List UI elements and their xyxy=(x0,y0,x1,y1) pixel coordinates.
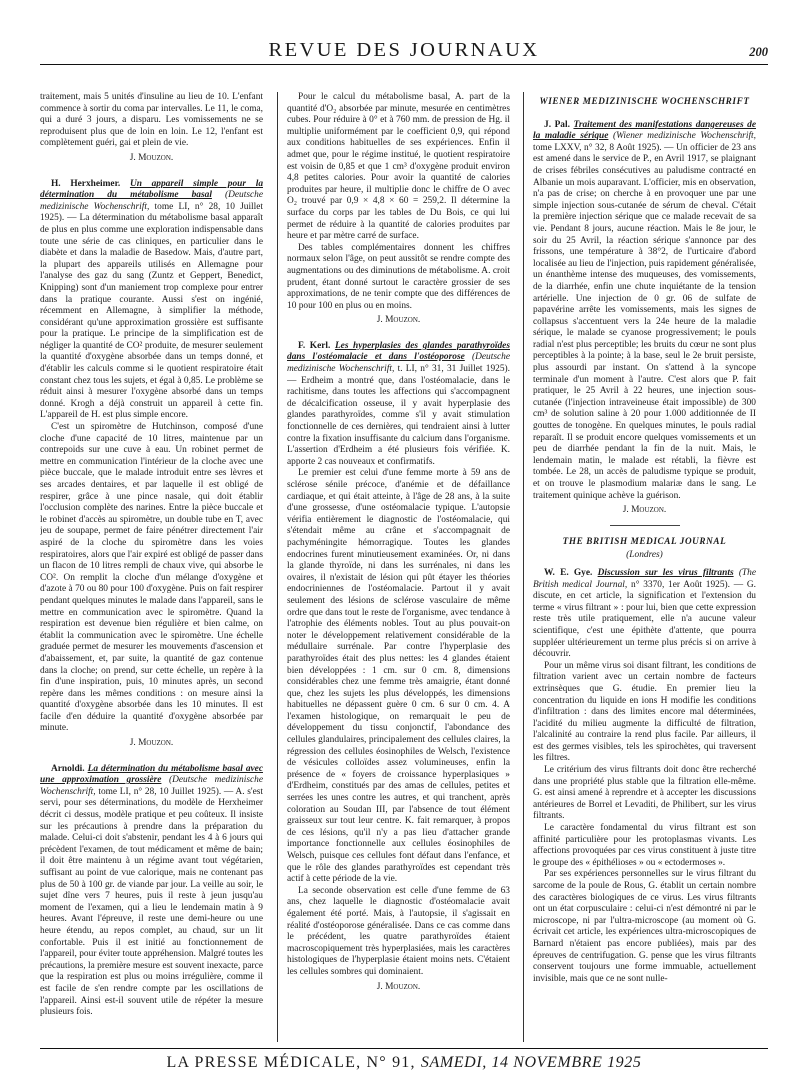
article-citation: (Deutsche medizinische Wochenschrift, xyxy=(40,775,263,797)
article-signature: J. Mouzon. xyxy=(129,738,174,749)
article-author: Arnoldi. xyxy=(51,763,85,774)
page-header xyxy=(40,40,768,65)
article-text: n° 3370, 1er Août 1925). — G. discute, en cet article, la signification et l'extension du terme « virus filtrant » : pour lui, bien que cette expression reste très utile pratiquement, elle n'a aucune valeur scientifique, c'est une épithète d'attente, que pourra suppléer ultérieurement un terme plus précis si on arrive à découvrir. xyxy=(533,579,756,660)
article-signature: J. Mouzon. xyxy=(622,505,667,516)
footer-journal: LA PRESSE MÉDICALE, N° 91, xyxy=(166,1054,416,1071)
article-text: tome LI, n° 28, 10 Juillet 1925). — A. s'est servi, pour ses déterminations, du modèle de Herxheimer décrit ci dessus, modèle pratique et peu coûteux. Il insiste sur les précautions à prendre dans la préparation du malade. Celui-ci doit s'abstenir, pendant les 4 à 6 jours qui précèdent l'examen, de tout médicament et même de bain; il doit être maintenu à un régime avant tout végétarien, suffisant au point de vue calorique, mais ne contenant pas plus de 50 à 100 gr. de viande par jour. La veille au soir, le sujet dîne vers 7 heures, puis il reste à jeun jusqu'au moment de l'examen, qui a lieu le lendemain matin à 9 heures. Avant l'épreuve, il reste une demi-heure ou une heure étendu, au repos complet, au chaud, sur un lit confortable. Puis il est initié au fonctionnement de l'appareil, pour éviter toute appréhension. Malgré toutes les précautions, la première mesure est souvent inexacte, parce que la respiration est plus ou moins irrégulière, comme il est facile de s'en rendre compte par les oscillations de l'appareil. Ainsi est-il souvent utile de répéter la mesure plusieurs fois. xyxy=(40,786,263,1018)
article-signature: J. Mouzon. xyxy=(376,315,421,326)
column-left xyxy=(40,92,263,1042)
paragraph: Pour le calcul du métabolisme basal, A. part de la quantité d'O₂ absorbée par minute, mesurée en centimètres cubes. Pour réduire à 0° et à 760 mm. de pression de Hg. il multiplie uniformément par le coefficient 0,9, qui répond aux conditions habituelles de ses expériences. Enfin il admet que, pour le régime institué, le quotient respiratoire est voisin de 0,85 et que 1 cm³ d'oxygène produit environ 4,8 petites calories. Pour avoir la quantité de calories produites par heure, il multiplie donc le chiffre de O avec O₂ trouvé par 0,9 × 4,8 × 60 = 259,2. Il détermine la surface du corps par les tables de Du Bois, ce qui lui permet de réduire à la quantité de calories produites par heure et par mètre carré de surface. xyxy=(287,92,510,242)
article-intro xyxy=(533,568,756,661)
column-right xyxy=(533,92,756,1042)
article-citation: (The British medical Journal, xyxy=(533,567,756,590)
column-divider xyxy=(277,92,278,1042)
page-footer xyxy=(40,1048,768,1073)
page-number: 200 xyxy=(749,45,768,59)
section-divider xyxy=(610,525,680,526)
paragraph: Le critérium des virus filtrants doit donc être recherché dans une propriété plus stable que la filtration elle-même. G. est ainsi amené à reprendre et à accepter les discussions antérieures de Borrel et Levaditi, de Philibert, sur les virus filtrants. xyxy=(533,765,756,822)
article-text: tome LI, n° 28, 10 Juillet 1925). — La détermination du métabolisme basal apparaît de plus en plus comme une exploration indispensable dans toute une série de cas cliniques, en particulier dans le diabète et dans la maladie de Basedow. Mais, d'autre part, la plupart des appareils utilisés en Allemagne pour l'analyse des gaz du sang (Zuntz et Geppert, Benedict, Knipping) sont d'un maniement trop complexe pour entrer dans la pratique courante. Aussi s'est on ingénié, récemment en Allemagne, à simplifier la méthode, considérant qu'une approximation grossière est suffisante pour la pratique. Le principe de la simplification est de négliger la quantité de CO² produite, de mesurer seulement la quantité d'oxygène absorbée dans un temps donné, et d'établir les calculs comme si le quotient respiratoire était constant chez tous les sujets, et égal à 0,85. Le problème se réduit ainsi à mesurer l'oxygène absorbé dans un temps donné. Krogh a déjà construit un appareil à cette fin. L'appareil de H. est plus simple encore. xyxy=(40,201,263,421)
column-middle xyxy=(287,92,510,1042)
article-citation: (Deutsche medizinische Wochenschrift, xyxy=(287,352,510,375)
article-text: t. LI, n° 31, 31 Juillet 1925). — Erdheim a montré que, dans l'ostéomalacie, dans le rachitisme, dans toutes les affections qui s'accompagnent de décalcification osseuse, il y avait hyperplasie des glandes parathyroïdes, comme s'il y avait stimulation fonctionnelle de ces dernières, qui tendraient ainsi à lutter contre la fixation insuffisante du calcium dans l'organisme. L'assertion d'Erdheim a été plusieurs fois vérifiée. K. apporte 2 cas nouveaux et confirmatifs. xyxy=(287,364,510,467)
article-citation: (Wiener medizinische Wochenschrift, xyxy=(613,131,756,142)
section-heading: THE BRITISH MEDICAL JOURNAL xyxy=(562,535,727,546)
section-subheading: (Londres) xyxy=(626,550,663,561)
paragraph: Le caractère fondamental du virus filtrant est son affinité particulière pour les protoplasmas vivants. Les affections provoquées par ces virus constituent à juste titre le groupe des « épithélioses » ou « ectodermoses ». xyxy=(533,823,756,868)
column-divider xyxy=(523,92,524,1042)
article-author: H. Herxheimer. xyxy=(51,178,121,189)
article-intro xyxy=(40,179,263,422)
paragraph: C'est un spiromètre de Hutchinson, composé d'une cloche d'une capacité de 10 litres, maintenue par un contrepoids sur une cuve à eau. Un robinet permet de mettre en communication l'intérieur de la cloche avec une pièce buccale, que le malade introduit entre ses lèvres et ses arcades dentaires, et par laquelle il est obligé de respirer, grâce à une pince nasale, qui doit établir l'occlusion complète des narines. Entre la pièce buccale et le robinet d'accès au spiromètre, un double tube en T, avec jeu de soupape, permet de faire pénétrer directement l'air aspiré de la cloche du spiromètre dans les voies respiratoires, alors que l'air expiré est obligé de passer dans un flacon de 10 litres rempli de chaux vive, qui absorbe le CO². On remplit la cloche d'un mélange d'oxygène et d'azote à 70 ou 80 pour 100 d'oxygène. Puis on fait respirer pendant quelques minutes le malade dans l'appareil, sans le mettre en communication avec le spiromètre. Quand la respiration est devenue bien régulière et bien calme, on établit la communication avec le spiromètre. Une échelle graduée permet de mesurer les mouvements d'ascension et d'abaissement, et, par suite, la quantité de gaz contenue dans la cloche; on prend, sur cette échelle, un repère à la fin d'une inspiration, puis, 10 minutes après, un second repère dans les mêmes conditions : on mesure ainsi la quantité d'oxygène absorbée dans les 10 minutes. Il est facile d'en déduire la quantité d'oxygène absorbée par minute. xyxy=(40,422,263,734)
section-heading: WIENER MEDIZINISCHE WOCHENSCHRIFT xyxy=(539,96,750,106)
article-title: La détermination du métabolisme basal avec une approximation grossière xyxy=(40,763,263,786)
article-author: F. Kerl. xyxy=(298,340,331,351)
footer-text xyxy=(40,1054,768,1072)
paragraph: Par ses expériences personnelles sur le virus filtrant du sarcome de la poule de Rous, G. établit un certain nombre des caractères biologiques de ce virus. Les virus filtrants ont un état corpusculaire : celui-ci n'est démontré ni par le microscope, ni par l'ultra-microscope (au moment où G. écrivait cet article, les expériences ultra-microscopiques de Barnard n'étaient pas encore publiées), mais par des épreuves de centrifugation. G. pense que les virus filtrants conservent toujours une forme immuable, actuellement invisible, mais que ce ne sont nulle- xyxy=(533,869,756,984)
paragraph: Le premier est celui d'une femme morte à 59 ans de sclérose sénile précoce, d'anémie et de défaillance cardiaque, et qui était atteinte, à l'âge de 28 ans, à la suite d'une grossesse, d'une ostéomalacie typique. L'autopsie vérifia entièrement le diagnostic de l'ostéomalacie, qui s'étendait même au crâne et s'accompagnait de pachyméningite hémorragique. Toutes les glandes endocrines furent minutieusement examinées. Or, ni dans la glande thyroïde, ni dans les surrénales, ni dans les ovaires, il n'existait de lésion qui pût étayer les théories endocriniennes de l'ostéomalacie. Partout il y avait seulement des lésions de sclérose vasculaire de même ordre que dans tout le reste de l'organisme, avec tendance à l'atrophie des éléments nobles. Tout au plus pouvait-on noter le développement relativement considérable de la médullaire surrénale. Par contre l'hyperplasie des parathyroïdes était des plus nettes: les 4 glandes étaient bien développées : 1 cm. sur 0 cm. 8, dimensions considérables chez une femme très amaigrie, étant donné que, chez les sujets les plus développés, les dimensions habituelles ne dépassent guère 0 cm. 6 sur 0 cm. 4. A l'examen histologique, on remarquait le peu de développement du tissu conjonctif, l'abondance des cellules glandulaires, principalement des cellules claires, la régression des cellules éosinophiles de Welsch, l'existence de vésicules colloïdes assez volumineuses, enfin la présence de « foyers de croissance hyperplasiques » d'Erdheim, constitués par des amas de cellules, petites et serrées les unes contre les autres, et qui tranchent, après coloration au Soudan III, par l'absence de tout élément graisseux sur tout leur centre. K. fait remarquer, à propos de ces lésions, qu'il n'y a pas lieu d'attacher grande importance fonctionnelle aux cellules éosinophiles de Welsch, puisque ces cellules font défaut dans l'enfance, et que le rôle des glandes parathyroïdes est cependant très actif à cette période de la vie. xyxy=(287,468,510,885)
journal-title: REVUE DES JOURNAUX xyxy=(268,39,540,61)
paragraph: traitement, mais 5 unités d'insuline au lieu de 10. L'enfant commence à sortir du coma par intervalles. Le 11, le coma, qui a duré 3 jours, a disparu. Les vomissements ne se reproduisent plus que de loin en loin. Le 12, l'enfant est complètement guéri, gai et plein de vie. xyxy=(40,92,263,149)
article-title: Un appareil simple pour la détermination du métabolisme basal xyxy=(40,178,263,201)
article-title: Traitement des manifestations dangereuses de la maladie sérique xyxy=(533,119,756,142)
article-signature: J. Mouzon. xyxy=(129,152,174,163)
paragraph: Pour un même virus soi disant filtrant, les conditions de filtration varient avec un certain nombre de facteurs extrinsèques que G. étudie. En premier lieu la concentration du liquide en ions H modifie les conditions d'infiltration : dans des limites encore mal déterminées, l'acidité du milieu augmente la difficulté de filtration, l'alcalinité au contraire la rend plus facile. Par ailleurs, il est des germes visibles, tels les spirochètes, qui traversent les filtres. xyxy=(533,660,756,764)
article-title: Discussion sur les virus filtrants xyxy=(597,567,734,578)
paragraph: Des tables complémentaires donnent les chiffres normaux selon l'âge, on peut aussitôt se rendre compte des augmentations ou des diminutions de métabolisme. A. croit prudent, étant donné surtout le caractère grossier de ses approximations, de ne tenir compte que des différences de 10 pour 100 en plus ou en moins. xyxy=(287,242,510,311)
paragraph: La seconde observation est celle d'une femme de 63 ans, chez laquelle le diagnostic d'ostéomalacie avait également été porté. Mais, à l'autopsie, il s'agissait en réalité d'ostéoporose généralisée. Dans ce cas comme dans le précédent, les quatre parathyroïdes étaient macroscopiquement très hyperplasiées, mais les caractères histologiques de l'hyperplasie étaient moins nets. C'étaient les cellules sombres qui dominaient. xyxy=(287,885,510,977)
article-author: W. E. Gye. xyxy=(544,567,593,578)
article-text: tome LXXV, n° 32, 8 Août 1925). — Un officier de 23 ans est amené dans le service de P., en Avril 1917, se plaignant de crises fébriles consécutives au paludisme contracté en Albanie un mois auparavant. L'officier, mis en observation, n'a pas de crise; on cherche à en provoquer une par une simple injection sous-cutanée de sérum de cheval. C'était la première injection sérique que ce malade recevait de sa vie. Pendant 8 jours, aucune réaction. Mais le 8e jour, le soir du 25 Avril, la réaction sérique s'annonce par des frissons, une température à 38°2, de l'urticaire d'abord localisée au lieu de l'injection, puis rapidement généralisée, un énanthème intense des muqueuses, des vomissements, de la diarrhée, enfin une chute inquiétante de la tension artérielle. Une injection de 0 gr. 06 de sulfate de papavérine arrête les vomissements, mais les signes de collapsus s'accentuent vers la 24e heure de la maladie sérique, le malade se cyanose progressivement; le pouls radial n'est plus perceptible; les bruits du cœur ne sont plus perceptibles à la pointe; à la base, seul le 2e bruit persiste, plus assourdi par instant. On s'attend à la syncope terminale d'un moment à l'autre. C'est alors que P. fait pratiquer, le 25 Avril à 22 heures, une injection sous-cutanée (l'injection intraveineuse était impossible) de 300 cm³ de solution saline à 20 pour 1.000 additionnée de II gouttes de tonogène. En quelques minutes, le pouls radial reparaît. Il se produit encore quelques vomissements et un peu de diarrhée pendant la fin de la nuit. Mais, le lendemain matin, le malade est rétabli, la fièvre est tombée. Le 28, un accès de paludisme typique se produit, et on trouve le plasmodium malariæ dans le sang. Le traitement quinique achève la guérison. xyxy=(533,142,756,501)
footer-date: SAMEDI, 14 NOVEMBRE 1925 xyxy=(420,1054,642,1071)
article-signature: J. Mouzon. xyxy=(376,981,421,992)
article-citation: (Deutsche medizinische Wochenschrift, xyxy=(40,190,263,212)
article-title: Les hyperplasies des glandes parathyroïdes dans l'ostéomalacie et dans l'ostéoporose xyxy=(287,340,510,363)
article-intro xyxy=(287,341,510,469)
article-intro xyxy=(533,120,756,503)
article-author: J. Pal. xyxy=(544,119,570,130)
article-intro xyxy=(40,764,263,1019)
